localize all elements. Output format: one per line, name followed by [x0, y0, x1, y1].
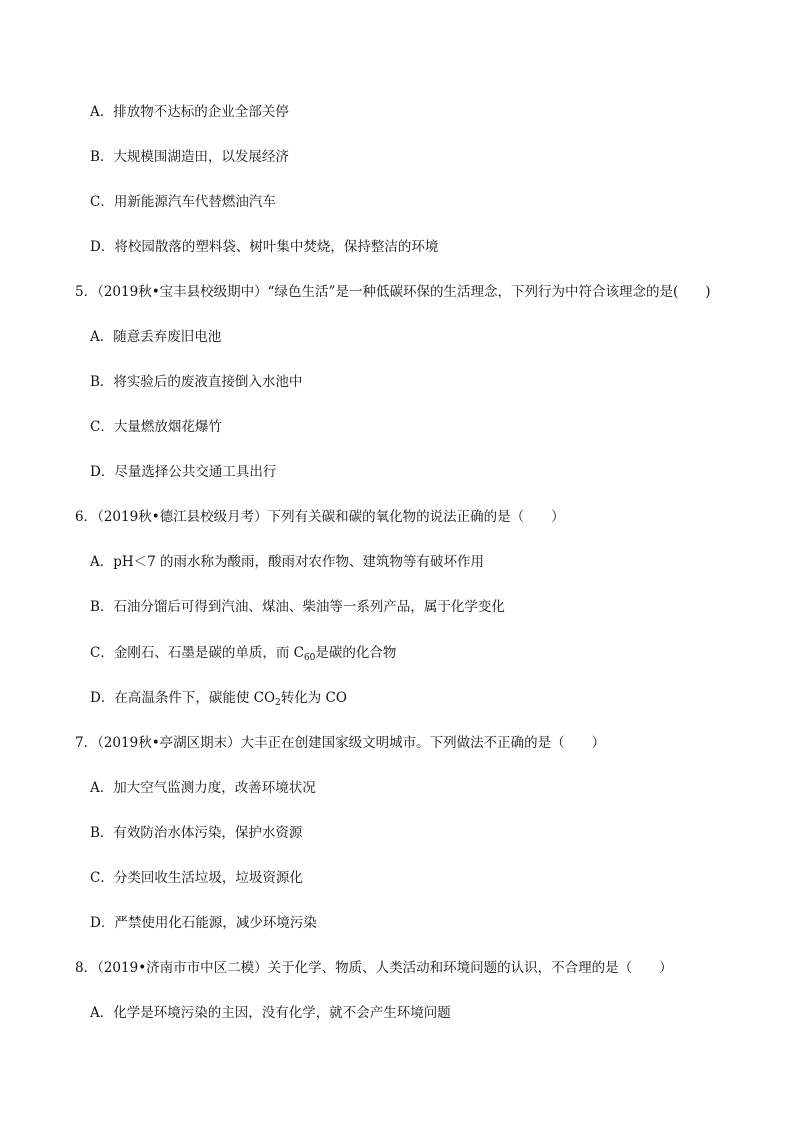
q5-option-b: B．将实验后的废液直接倒入水池中	[90, 374, 303, 390]
q6-option-c-text-pre: C．金刚石、石墨是碳的单质，而 C	[90, 645, 304, 661]
q4-option-b: B．大规模围湖造田，以发展经济	[90, 149, 289, 165]
q7-option-d: D．严禁使用化石能源，减少环境污染	[90, 915, 317, 931]
q4-option-a: A．排放物不达标的企业全部关停	[90, 104, 289, 120]
q6-option-b: B．石油分馏后可得到汽油、煤油、柴油等一系列产品，属于化学变化	[90, 599, 505, 615]
q6-stem: 6．（2019秋•德江县校级月考）下列有关碳和碳的氧化物的说法正确的是（ ）	[75, 509, 565, 525]
q4-option-c: C．用新能源汽车代替燃油汽车	[90, 194, 276, 210]
q6-option-d-text-pre: D．在高温条件下，碳能使 CO	[90, 690, 276, 706]
q5-stem: 5．（2019秋•宝丰县校级期中）“绿色生活”是一种低碳环保的生活理念，下列行为中符合该理念的是( )	[75, 284, 711, 300]
q6-option-c	[90, 644, 396, 662]
q7-option-a: A．加大空气监测力度，改善环境状况	[90, 780, 316, 796]
q8-option-a: A．化学是环境污染的主因，没有化学，就不会产生环境问题	[90, 1005, 451, 1021]
q6-option-d-text-post: 转化为 CO	[280, 690, 347, 706]
q6-option-c-text-post: 是碳的化合物	[315, 645, 397, 661]
q8-stem: 8．（2019•济南市市中区二模）关于化学、物质、人类活动和环境问题的认识，不合理的是（ ）	[75, 960, 673, 976]
q7-option-c: C．分类回收生活垃圾，垃圾资源化	[90, 870, 303, 886]
q7-stem: 7．（2019秋•亭湖区期末）大丰正在创建国家级文明城市。下列做法不正确的是（ ）	[75, 735, 606, 751]
q7-option-b: B．有效防治水体污染，保护水资源	[90, 825, 303, 841]
q5-option-a: A．随意丢弃废旧电池	[90, 329, 222, 345]
q6-option-c-subscript: 60	[303, 653, 316, 663]
q5-option-d: D．尽量选择公共交通工具出行	[90, 464, 277, 480]
q6-option-d-subscript: 2	[275, 698, 281, 708]
q4-option-d: D．将校园散落的塑料袋、树叶集中焚烧，保持整洁的环境	[90, 239, 439, 255]
q6-option-a: A．pH＜7 的雨水称为酸雨，酸雨对农作物、建筑物等有破坏作用	[90, 554, 485, 570]
q5-option-c: C．大量燃放烟花爆竹	[90, 419, 222, 435]
q6-option-d	[90, 689, 347, 707]
